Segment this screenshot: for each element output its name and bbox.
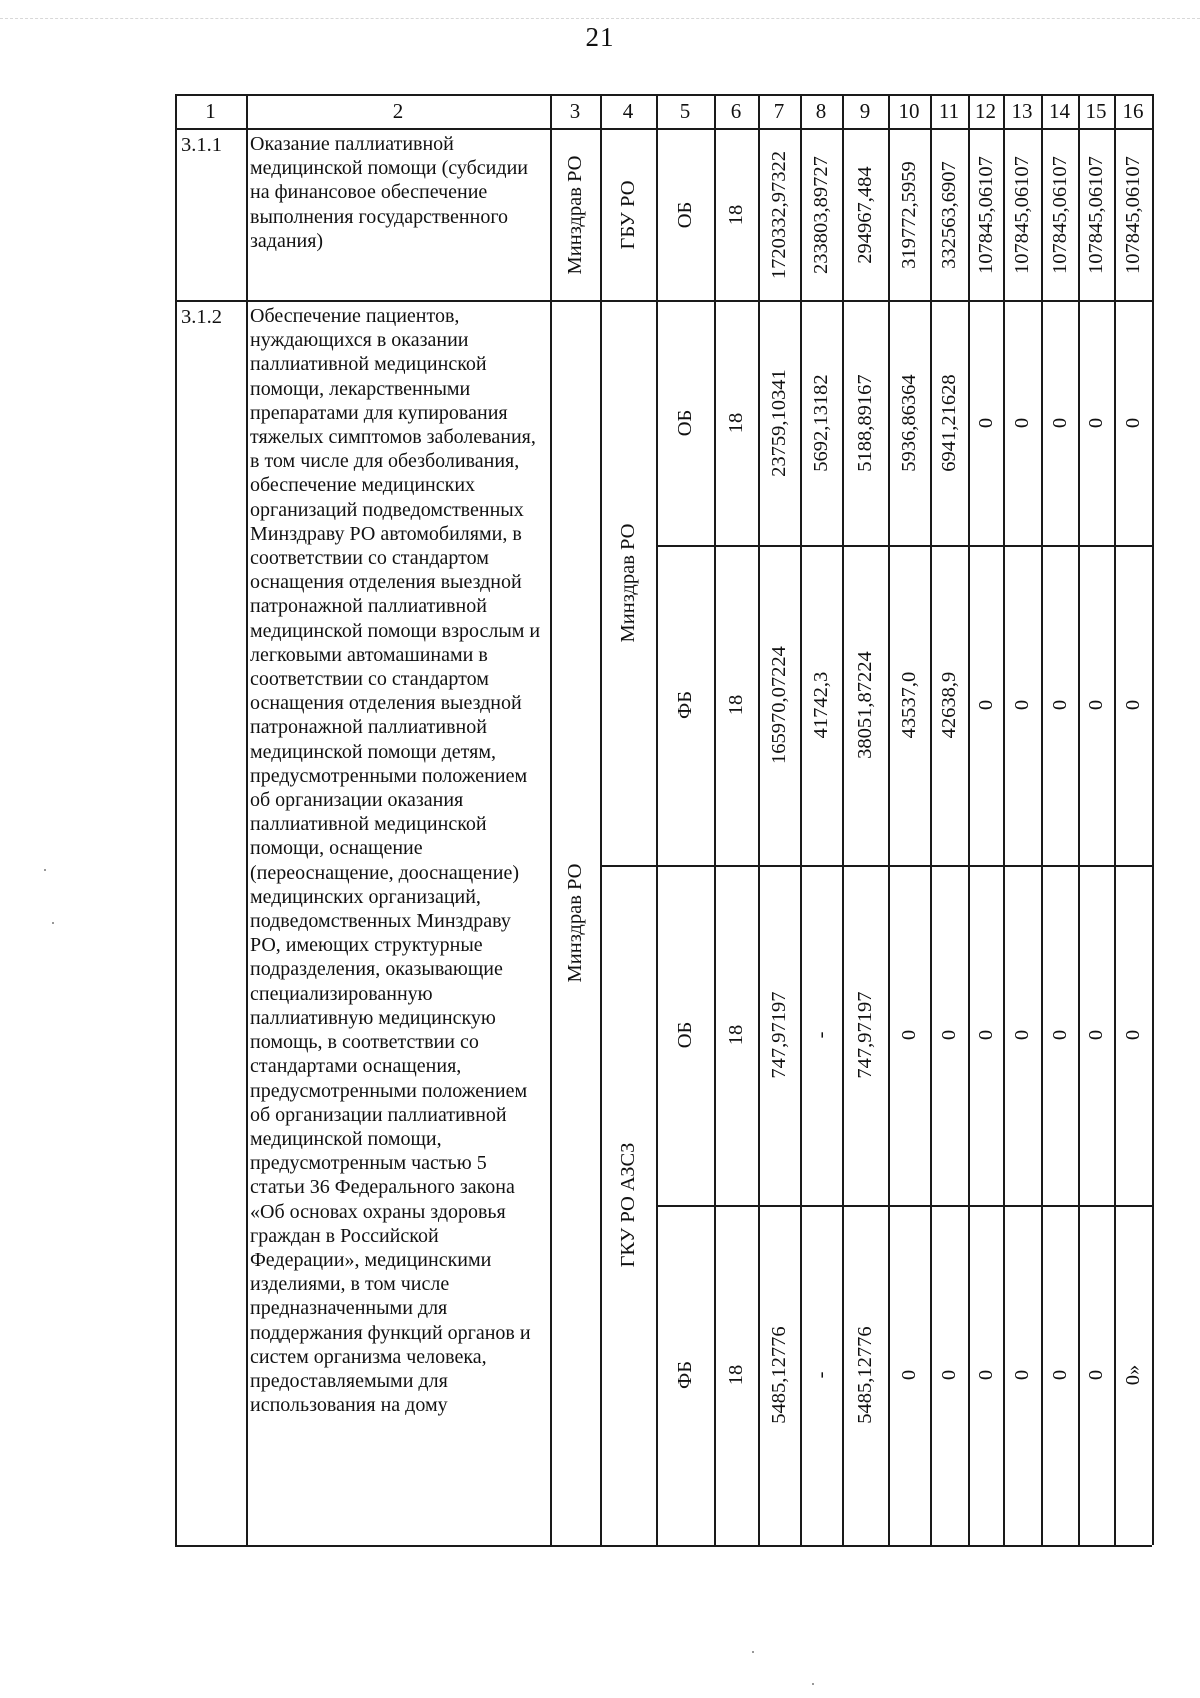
column-divider xyxy=(842,94,844,1545)
value-cell: 233803,89727 xyxy=(809,156,832,274)
value-cell: 5485,12776 xyxy=(853,1326,876,1424)
value-cell: 0 xyxy=(1084,1369,1107,1381)
column-divider xyxy=(1078,94,1080,1545)
funding-source: ФБ xyxy=(673,1361,696,1389)
value-cell: 5188,89167 xyxy=(853,373,876,472)
value-cell: 5485,12776 xyxy=(767,1326,790,1424)
value-cell: 0 xyxy=(1010,1369,1033,1381)
column-header: 2 xyxy=(392,98,404,123)
value-cell: 0 xyxy=(1121,417,1144,428)
column-divider xyxy=(550,94,552,1545)
value-cell: 0 xyxy=(974,1369,997,1381)
value-cell: 294967,484 xyxy=(853,166,876,264)
column-header: 5 xyxy=(679,98,691,123)
executor: ГБУ РО xyxy=(616,180,639,250)
column-header: 8 xyxy=(815,98,827,123)
value-cell: 0 xyxy=(1048,417,1071,428)
column-divider xyxy=(930,94,932,1545)
value-cell: 747,97197 xyxy=(767,991,790,1079)
column-divider xyxy=(656,94,658,1545)
funding-source: ОБ xyxy=(673,1021,696,1049)
value-cell: 42638,9 xyxy=(937,671,960,739)
value-cell: 0 xyxy=(937,1369,960,1381)
value-cell: 5936,86364 xyxy=(897,373,920,472)
value-cell: 107845,06107 xyxy=(1121,156,1144,274)
value-cell: 0 xyxy=(897,1369,920,1381)
code: 18 xyxy=(724,1364,747,1386)
column-header: 1 xyxy=(205,98,216,123)
column-divider xyxy=(1152,94,1154,1545)
value-cell: 1720332,97322 xyxy=(767,150,790,280)
column-divider xyxy=(246,94,248,1545)
row-id: 3.1.2 xyxy=(181,306,222,328)
value-cell: 0 xyxy=(1084,417,1107,428)
executor: ГКУ РО АЗСЗ xyxy=(616,1142,639,1268)
value-cell: 23759,10341 xyxy=(767,368,790,477)
subrow-divider xyxy=(600,865,656,867)
column-header: 10 xyxy=(898,98,920,123)
value-cell: 6941,21628 xyxy=(937,373,960,472)
value-cell: 0 xyxy=(974,699,997,711)
scan-speck xyxy=(752,1651,754,1653)
value-cell: 107845,06107 xyxy=(1010,156,1033,274)
value-cell: 165970,07224 xyxy=(767,646,790,764)
funding-source: ОБ xyxy=(673,409,696,436)
code: 18 xyxy=(724,412,747,433)
column-divider xyxy=(758,94,760,1545)
value-cell: 0 xyxy=(1084,699,1107,711)
row-description: Обеспечение пациентов, нуждающихся в оказании паллиативной медицинской помощи, лекарственными препаратами для купирования тяжелых симптомов заболевания, в том числе для обезболивания, обеспечение медицинских организаций подведомственных Минздраву РО автомобилями, в соответствии со стандартом оснащения отделения выездной патронажной паллиативной медицинской помощи взрослым и легковыми автомашинами в соответствии со стандартом оснащения отделения выездной патронажной паллиативной медицинской помощи детям, предусмотренными положением об организации оказания паллиативной медицинской помощи, оснащение (переоснащение, дооснащение) медицинских организаций, подведомственных Минздраву РО, имеющих структурные подразделения, оказывающие специализированную паллиативную медицинскую помощь, в соответствии со стандартами оснащения, предусмотренными положением об организации паллиативной медицинской помощи, предусмотренным частью 5 статьи 36 Федерального закона «Об основах охраны здоровья граждан в Российской Федерации», медицинскими изделиями, в том числе предназначенными для поддержания функций органов и систем организма человека, предоставляемыми для использования на дому xyxy=(250,305,541,1417)
column-divider xyxy=(600,94,602,1545)
page-number: 21 xyxy=(585,22,615,52)
column-header: 11 xyxy=(938,98,960,123)
executor: Минздрав РО xyxy=(616,523,639,642)
value-cell: 0 xyxy=(974,1029,997,1041)
row-id: 3.1.1 xyxy=(181,134,222,156)
value-cell: 0 xyxy=(1010,699,1033,711)
column-header: 4 xyxy=(622,98,634,123)
value-cell: 5692,13182 xyxy=(809,373,832,472)
value-cell: 0 xyxy=(1048,1029,1071,1041)
column-header: 15 xyxy=(1085,98,1107,123)
responsible-agency: Минздрав РО xyxy=(563,155,586,275)
code: 18 xyxy=(724,204,747,226)
value-cell: 38051,87224 xyxy=(853,651,876,759)
responsible-agency: Минздрав РО xyxy=(563,863,586,982)
value-cell: 0 xyxy=(974,417,997,428)
value-cell: 747,97197 xyxy=(853,991,876,1079)
column-divider xyxy=(1114,94,1116,1545)
column-divider xyxy=(888,94,890,1545)
code: 18 xyxy=(724,1024,747,1046)
column-divider xyxy=(968,94,970,1545)
column-header: 3 xyxy=(569,98,581,123)
column-header: 7 xyxy=(773,98,785,123)
column-divider xyxy=(714,94,716,1545)
column-divider xyxy=(1041,94,1043,1545)
value-cell: 0» xyxy=(1121,1364,1144,1386)
value-cell: 107845,06107 xyxy=(974,156,997,274)
value-cell: - xyxy=(809,1371,832,1379)
value-cell: 0 xyxy=(1010,1029,1033,1041)
funding-source: ФБ xyxy=(673,691,696,719)
value-cell: - xyxy=(809,1031,832,1039)
value-cell: 0 xyxy=(1084,1029,1107,1041)
value-cell: 107845,06107 xyxy=(1048,156,1071,274)
column-header: 16 xyxy=(1122,98,1144,123)
scan-speck xyxy=(52,922,54,924)
table-border-bottom xyxy=(175,1545,1152,1547)
value-cell: 0 xyxy=(1048,699,1071,711)
column-header: 13 xyxy=(1011,98,1033,123)
value-cell: 0 xyxy=(1121,699,1144,711)
column-divider xyxy=(175,94,177,1545)
value-cell: 319772,5959 xyxy=(897,161,920,269)
scan-speck xyxy=(44,869,46,871)
value-cell: 0 xyxy=(1010,417,1033,428)
row-description: Оказание паллиативной медицинской помощи (субсидии на финансовое обеспечение выполнения государственного задания) xyxy=(250,133,528,252)
column-header: 9 xyxy=(859,98,871,123)
value-cell: 43537,0 xyxy=(897,671,920,739)
value-cell: 0 xyxy=(897,1029,920,1041)
value-cell: 0 xyxy=(1121,1029,1144,1041)
code: 18 xyxy=(724,694,747,716)
value-cell: 332563,6907 xyxy=(937,161,960,269)
row-divider xyxy=(175,300,1152,302)
value-cell: 41742,3 xyxy=(809,671,832,739)
value-cell: 107845,06107 xyxy=(1084,156,1107,274)
value-cell: 0 xyxy=(1048,1369,1071,1381)
column-divider xyxy=(1003,94,1005,1545)
column-header: 12 xyxy=(975,98,996,123)
header-row-divider xyxy=(175,128,1152,130)
value-cell: 0 xyxy=(937,1029,960,1041)
column-header: 6 xyxy=(730,98,742,123)
column-divider xyxy=(800,94,802,1545)
scan-speck xyxy=(812,1683,814,1685)
column-header: 14 xyxy=(1049,98,1070,123)
funding-source: ОБ xyxy=(673,201,696,229)
